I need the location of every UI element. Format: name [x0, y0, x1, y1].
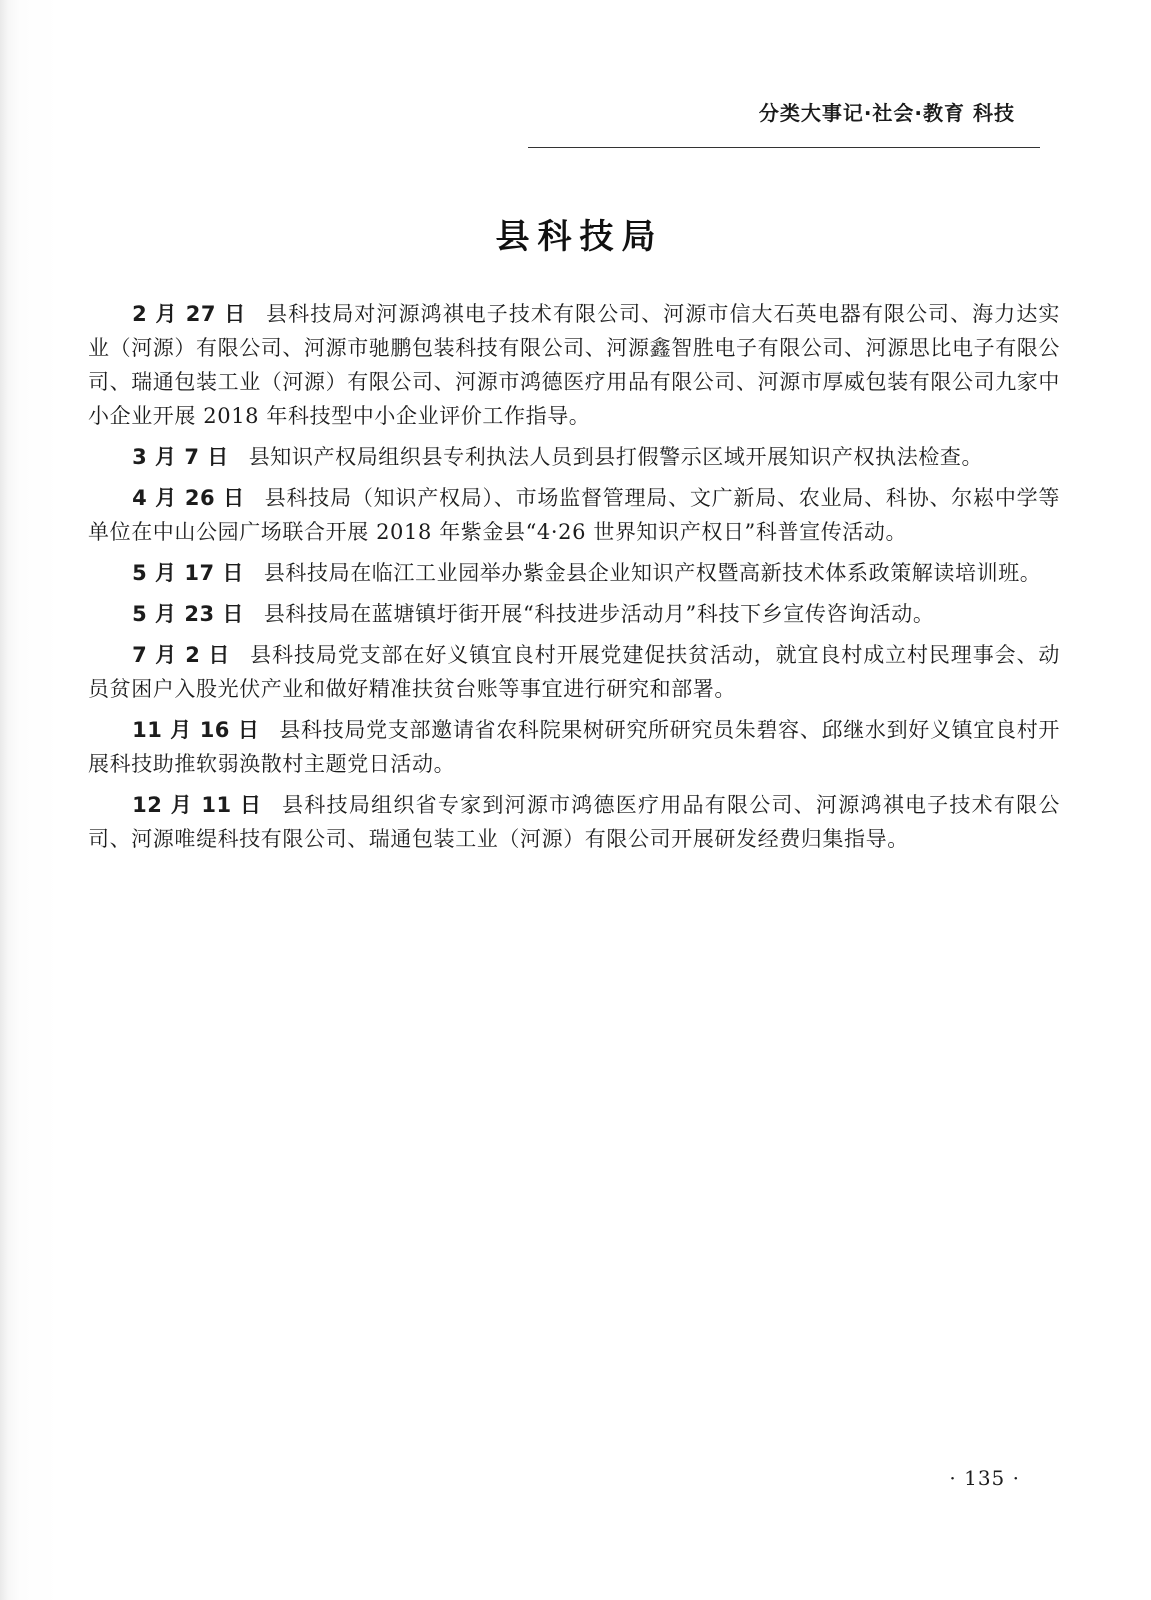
entries-list	[88, 297, 1060, 863]
entry-date: 11 月 16 日	[132, 718, 260, 742]
entry-date: 2 月 27 日	[132, 302, 247, 326]
entry	[88, 481, 1060, 549]
entry-text: 县科技局党支部邀请省农科院果树研究所研究员朱碧容、邱继水到好义镇宜良村开展科技助推软弱涣散村主题党日活动。	[88, 718, 1060, 776]
entry	[88, 638, 1060, 706]
entry	[88, 556, 1060, 590]
entry-date: 3 月 7 日	[132, 445, 229, 469]
entry	[88, 788, 1060, 856]
entry	[88, 297, 1060, 433]
entry-text: 县科技局党支部在好义镇宜良村开展党建促扶贫活动，就宜良村成立村民理事会、动员贫困户入股光伏产业和做好精准扶贫台账等事宜进行研究和部署。	[88, 643, 1060, 701]
entry-text: 县科技局（知识产权局）、市场监督管理局、文广新局、农业局、科协、尔崧中学等单位在中山公园广场联合开展 2018 年紫金县“4·26 世界知识产权日”科普宣传活动。	[88, 486, 1060, 544]
header-rule	[528, 147, 1040, 148]
entry-text: 县科技局对河源鸿祺电子技术有限公司、河源市信大石英电器有限公司、海力达实业（河源）有限公司、河源市驰鹏包装科技有限公司、河源鑫智胜电子有限公司、河源思比电子有限公司、瑞通包装工业（河源）有限公司、河源市鸿德医疗用品有限公司、河源市厚威包装有限公司九家中小企业开展 2018 年科技型中小企业评价工作指导。	[88, 302, 1060, 428]
entry	[88, 713, 1060, 781]
entry-date: 5 月 17 日	[132, 561, 244, 585]
entry-text: 县科技局组织省专家到河源市鸿德医疗用品有限公司、河源鸿祺电子技术有限公司、河源唯缇科技有限公司、瑞通包装工业（河源）有限公司开展研发经费归集指导。	[88, 793, 1061, 851]
page-number: · 135 ·	[949, 1466, 1020, 1490]
entry-date: 12 月 11 日	[132, 793, 263, 817]
running-header: 分类大事记·社会·教育 科技	[758, 101, 1015, 125]
entry-date: 5 月 23 日	[132, 602, 244, 626]
entry	[88, 440, 1060, 474]
entry-date: 4 月 26 日	[132, 486, 245, 510]
entry	[88, 597, 1060, 631]
entry-text: 县科技局在临江工业园举办紫金县企业知识产权暨高新技术体系政策解读培训班。	[263, 561, 1042, 585]
section-title: 县科技局	[495, 217, 664, 257]
entry-text: 县科技局在蓝塘镇圩街开展“科技进步活动月”科技下乡宣传咨询活动。	[263, 602, 935, 626]
entry-date: 7 月 2 日	[132, 643, 231, 667]
entry-text: 县知识产权局组织县专利执法人员到县打假警示区域开展知识产权执法检查。	[248, 445, 984, 469]
